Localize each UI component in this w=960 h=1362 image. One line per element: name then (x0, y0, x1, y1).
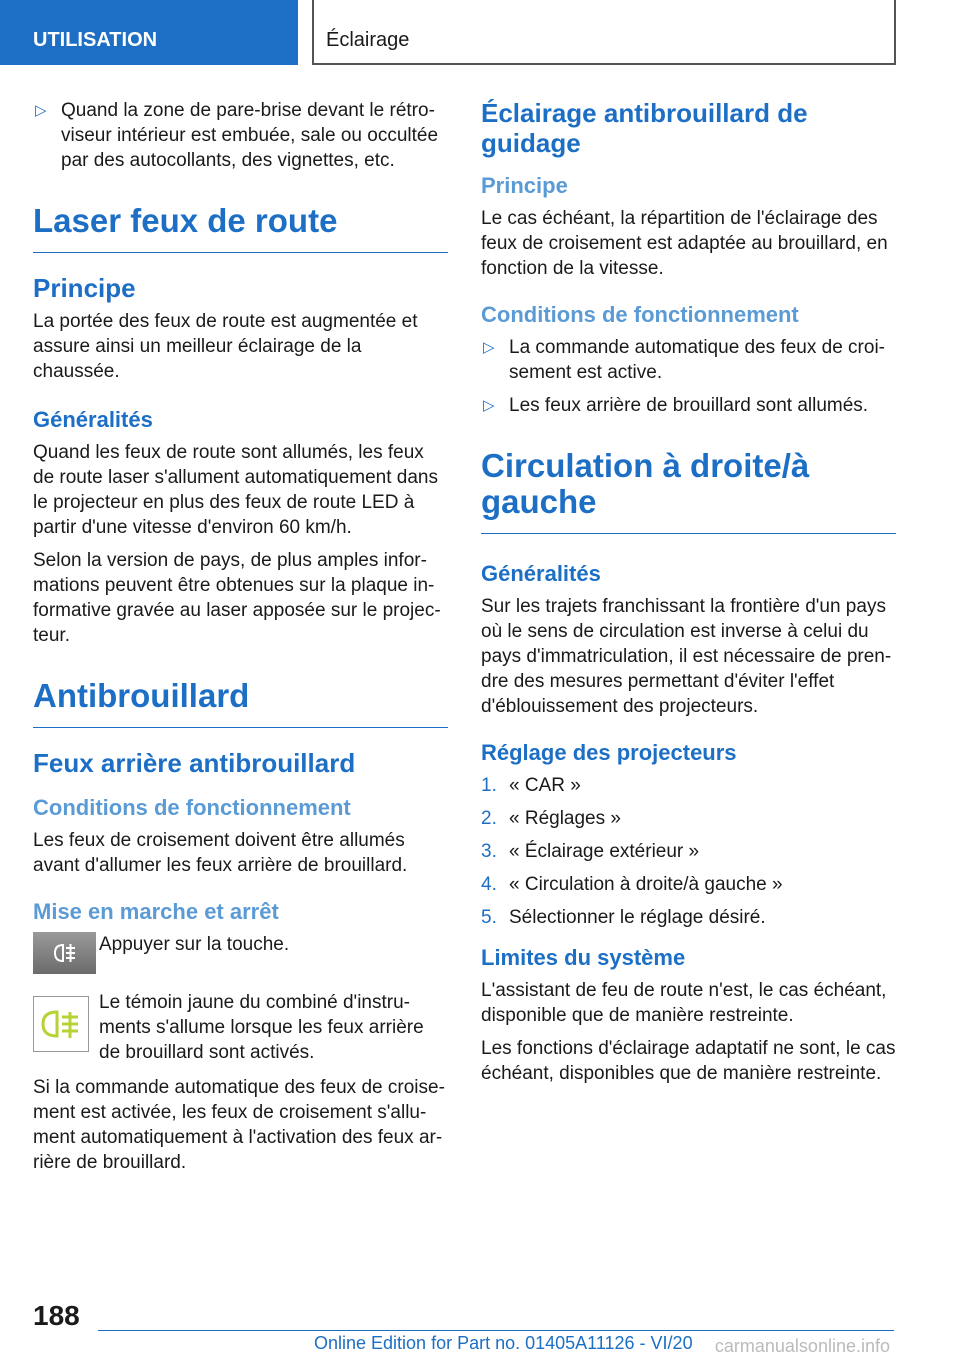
list-item (481, 393, 896, 418)
marche-arret-heading: Mise en marche et arrêt (33, 899, 279, 924)
footer-edition: Online Edition for Part no. 01405A11126 - VI/20 (314, 1333, 693, 1353)
button-instruction (33, 932, 448, 980)
rear-fog-indicator-icon (33, 996, 89, 1057)
step-number: 1. (481, 775, 497, 796)
limites-paragraph-2: Les fonctions d'éclairage adaptatif ne sont, le cas échéant, disponibles que de manière restreinte. (481, 1038, 896, 1084)
right-column (481, 98, 896, 1094)
list-item (481, 335, 896, 385)
step-item (481, 872, 896, 897)
step-text: Sélectionner le réglage désiré. (509, 907, 766, 928)
laser-generalites-heading: Généralités (33, 407, 153, 432)
intro-list (33, 98, 448, 173)
footer-divider (98, 1330, 894, 1331)
page-number: 188 (33, 1300, 80, 1331)
step-text: « Réglages » (509, 808, 621, 829)
laser-principe-text: La portée des feux de route est augmentée et assure ainsi un meilleur éclairage de la chaussée. (33, 311, 418, 382)
conditions-text: Les feux de croisement doivent être allumés avant d'allumer les feux arrière de brouillard. (33, 830, 408, 876)
step-number: 4. (481, 874, 497, 895)
list-item-text: Les feux arrière de brouillard sont allumés. (509, 395, 869, 416)
laser-generalites-paragraph-1: Quand les feux de route sont allumés, les feux de route laser s'allument automatiquement dans le projecteur en plus des feux de route LED à partir d'une vitesse d'environ 60 km/h. (33, 442, 438, 538)
feux-arriere-heading: Feux arrière antibrouillard (33, 748, 356, 778)
triangle-right-icon: ▷ (35, 102, 47, 119)
limites-heading: Limites du système (481, 945, 686, 970)
step-number: 2. (481, 808, 497, 829)
step-item (481, 773, 896, 798)
guidage-principe-heading: Principe (481, 173, 568, 198)
indicator-instruction (33, 990, 448, 1065)
guidage-heading: Éclairage antibrouillard de guidage (481, 98, 808, 158)
auto-mode-text: Si la commande automatique des feux de croisement est activée, les feux de croisement s'allument automatiquement à l'activation des feux arrière de brouillard. (33, 1077, 445, 1173)
step-text: « Circulation à droite/à gauche » (509, 874, 783, 895)
antibrouillard-heading: Antibrouillard (33, 678, 448, 728)
section-title: UTILISATION (33, 29, 158, 51)
reglage-heading: Réglage des projecteurs (481, 740, 737, 765)
list-item-text: Quand la zone de pare-brise devant le rétroviseur intérieur est embuée, sale ou occultée par des autocollants, des vignettes, etc. (61, 100, 439, 171)
step-number: 5. (481, 907, 497, 928)
circulation-generalites-text: Sur les trajets franchissant la frontière d'un pays où le sens de circulation est inverse à celui du pays d'immatriculation, il est nécessaire de prendre des mesures permettant d'éviter l'effet d'éblouissement des projecteurs. (481, 596, 892, 717)
triangle-right-icon: ▷ (483, 339, 495, 356)
step-text: « Éclairage extérieur » (509, 841, 700, 862)
watermark: carmanualsonline.info (714, 1336, 890, 1356)
list-item-text: La commande automatique des feux de croisement est active. (509, 337, 885, 383)
left-column (33, 98, 448, 1183)
button-instruction-text: Appuyer sur la touche. (99, 934, 290, 955)
step-item (481, 905, 896, 930)
laser-principe-heading: Principe (33, 273, 136, 303)
chapter-title: Éclairage (326, 29, 410, 51)
guidage-principe-text: Le cas échéant, la répartition de l'éclairage des feux de croisement est adaptée au brouillard, en fonction de la vitesse. (481, 208, 888, 279)
guidage-conditions-heading: Conditions de fonctionnement (481, 302, 799, 327)
list-item (33, 98, 448, 173)
indicator-instruction-text: Le témoin jaune du combiné d'instruments s'allume lorsque les feux arrière de brouillard sont activés. (99, 992, 424, 1063)
section-tab (0, 0, 298, 65)
circulation-generalites-heading: Généralités (481, 561, 601, 586)
guidage-conditions-list (481, 335, 896, 418)
laser-generalites-paragraph-2: Selon la version de pays, de plus amples informations peuvent être obtenues sur la plaque informative gravée au laser apposée sur le projecteur. (33, 550, 441, 646)
circulation-heading: Circulation à droite/à gauche (481, 448, 896, 534)
conditions-heading: Conditions de fonctionnement (33, 795, 351, 820)
step-item (481, 806, 896, 831)
reglage-steps (481, 773, 896, 930)
step-item (481, 839, 896, 864)
step-number: 3. (481, 841, 497, 862)
chapter-tab (312, 0, 896, 65)
limites-paragraph-1: L'assistant de feu de route n'est, le cas échéant, disponible que de manière restreinte. (481, 980, 887, 1026)
triangle-right-icon: ▷ (483, 397, 495, 414)
step-text: « CAR » (509, 775, 581, 796)
laser-heading: Laser feux de route (33, 203, 448, 253)
rear-fog-button-icon (33, 932, 96, 979)
